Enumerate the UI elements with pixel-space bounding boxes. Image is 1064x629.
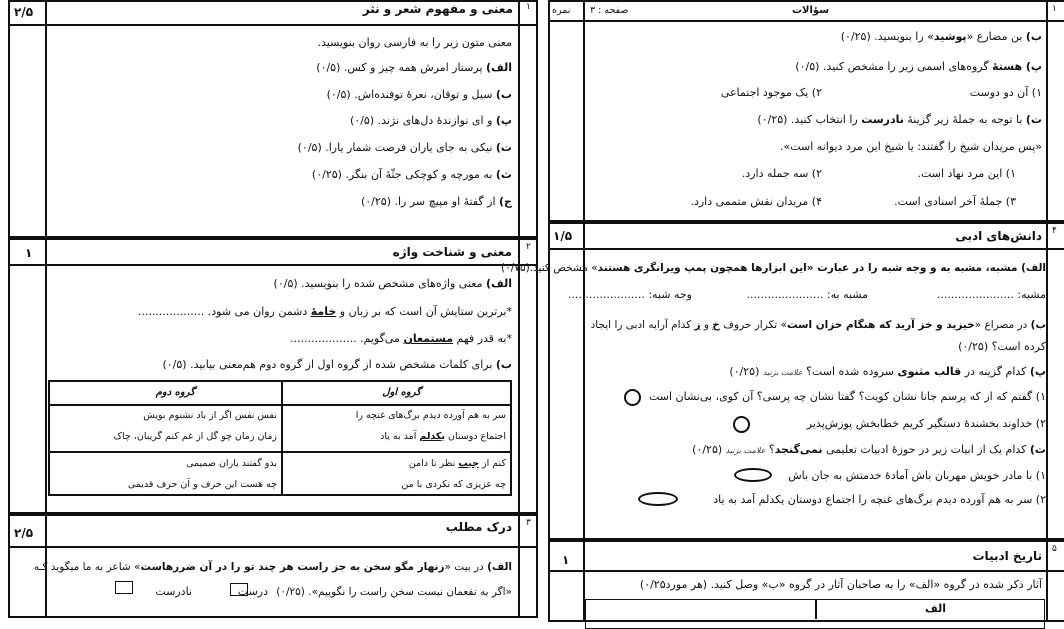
cont-p: پ) هستهٔ گروه‌های اسمی زیر را مشخص کنید. (۰/۵) — [795, 60, 1042, 73]
s4-p-opt1: ۱) گفتم که از که پرسم جانا نشان کویت؟ گفتا نشان چه پرسی؟ آن کوی، بی‌نشان است — [648, 390, 1046, 403]
s3-body-box — [8, 548, 538, 618]
s2-title: معنی و شناخت واژه — [392, 245, 512, 259]
cont-t: ت) با توجه به جملهٔ زیر گزینهٔ نادرست را انتخاب کنید. (۰/۲۵) — [757, 113, 1042, 126]
true-checkbox[interactable] — [230, 583, 248, 596]
s5-title: تاریخ ادبیات — [972, 549, 1042, 563]
s4-title: دانش‌های ادبی — [955, 229, 1042, 243]
s1-item-5: ث) به مورچه و کوچکی جثّهٔ آن بنگر. (۰/۲۵) — [311, 168, 512, 181]
table-r1-second-b: زمان زمان چو گل از غم کنم گریبان، چاک — [113, 431, 277, 442]
s4-a: الف) مشبه، مشبه به و وجه شبه را در عبارت «این ابزارها همچون پمپ ویرانگری هستند» مشخص کنید.(۰/۷۵) — [501, 262, 1046, 274]
table-r2-second-a: بدو گفتند یاران صمیمی — [186, 458, 277, 469]
cont-o1: ۱) این مرد نهاد است. — [917, 167, 1016, 180]
cont-p-opt1: ۱) آن دو دوست — [969, 86, 1042, 99]
s4-b: ب) در مصراع «خیزید و خز آرید که هنگام خزان است» تکرار حروف خ و ز کدام آرایه ادبی را ایجاد — [590, 319, 1046, 331]
s4-p-opt2: ۲) خداوند بخشندهٔ دستگیر کریم خطابخش پوزش‌پذیر — [806, 417, 1046, 430]
s5-text: آثار ذکر شده در گروه «الف» را به صاحبان آثار در گروه «ب» وصل کنید. (هر مورد۰/۲۵) — [639, 578, 1042, 591]
header-page: صفحه : ۳ — [590, 5, 629, 16]
s4-number: ۴ — [1052, 226, 1057, 236]
table-r1-first-b: اجتماع دوستان یکدلم آمد به یاد — [380, 431, 506, 442]
s1-item-4: ت) نیکی به جای یاران فرصت شمار یارا. (۰/۵) — [297, 141, 512, 154]
s1-item-1: الف) پرستار امرش همه چیز و کس. (۰/۵) — [316, 61, 512, 74]
s1-item-3: پ) و ای نوازندهٔ دل‌های نژند. (۰/۵) — [349, 114, 512, 127]
table-head-second: گروه دوم — [155, 387, 195, 398]
table-r2-first-a: کنم از جیب نظر تا دامن — [408, 458, 506, 469]
s2-number: ۲ — [526, 242, 531, 252]
s4-p-opt1-circle[interactable] — [624, 389, 641, 406]
s2-a: الف) معنی واژه‌های مشخص شده را بنویسید. (۰/۵) — [273, 277, 512, 290]
s3-a2: «اگر به نفعمان نیست سخن راست را نگوییم». (۰/۲۵) — [276, 586, 512, 598]
table-r1-first-a: سر به هم آورده دیدم برگ‌های غنچه را — [355, 410, 506, 421]
table-r1-second-a: نفس نفس اگر از باد نشنوم بویش — [143, 410, 277, 421]
s2-line1: *برترین ستایش آن است که بر زبان و خامهٔ دشمن روان می شود. ................... — [137, 305, 512, 318]
s2-line2: *به قدر فهم مستمعان می‌گویم. ................... — [290, 332, 512, 345]
true-label: درست — [237, 585, 268, 598]
s3-a: الف) در بیت «زنهار مگو سخن به جز راست هر چند تو را در آن ضررهاست» شاعر به ما میگوید کـه — [33, 561, 512, 573]
s1-item-2: ب) سیل و توفان، نعرهٔ توفنده‌اش. (۰/۵) — [326, 88, 512, 101]
table-r2-first-b: چه عزیزی که نکردی با من — [401, 479, 506, 490]
header-number: ۱ — [1052, 4, 1057, 14]
s4-p: پ) کدام گزینه در قالب مثنوی سروده شده است؟ علامت بزنید (۰/۲۵) — [729, 365, 1046, 378]
s1-number: ۱ — [526, 2, 531, 12]
s2-b: ب) برای کلمات مشخص شده از گروه اول از گروه دوم هم‌معنی بیابید. (۰/۵) — [162, 358, 512, 371]
cont-p-opt2: ۲) یک موجود اجتماعی — [720, 86, 822, 99]
cont-b1: ب) بن مضارع «پوشید» را بنویسید. (۰/۲۵) — [840, 30, 1042, 43]
s2-score: ۱ — [25, 246, 33, 260]
cont-o2: ۲) سه جمله دارد. — [741, 167, 822, 180]
table-r2-second-b: چه هست این حرف و آن حرف قدیمی — [127, 479, 277, 490]
s1-item-6: ج) از گفتهٔ او مپیچ سر را. (۰/۲۵) — [360, 195, 512, 208]
s4-t-opt2: ۲) سر به هم آورده دیدم برگ‌های غنچه را اجتماع دوستان یکدلم آمد به یاد — [713, 493, 1046, 506]
s4-p-opt2-circle[interactable] — [733, 416, 750, 433]
s4-b-line2: کرده است؟ (۰/۲۵) — [958, 340, 1046, 353]
s5-number: ۵ — [1052, 544, 1057, 554]
s3-number: ۳ — [526, 518, 531, 528]
s4-t-opt1-ellipse[interactable] — [734, 468, 772, 482]
s1-title: معنی و مفهوم شعر و نثر — [362, 2, 513, 16]
cont-o3: ۳) جملهٔ آخر اسنادی است. — [894, 195, 1016, 208]
s4-f3: وجه شبه: ...................... — [567, 288, 692, 301]
s1-score: ۲/۵ — [14, 5, 34, 19]
s4-f1: مشبه: ...................... — [936, 288, 1046, 301]
table-head-first: گروه اول — [382, 387, 421, 398]
s5-table-head: الف — [925, 602, 947, 615]
s1-intro: معنی متون زیر را به فارسی روان بنویسید. — [317, 36, 512, 49]
s4-t: ت) کدام یک از ابیات زیر در حوزهٔ ادبیات تعلیمی نمی‌گنجد؟ علامت بزنید (۰/۲۵) — [692, 443, 1046, 456]
header-nomre: نمره — [552, 5, 571, 16]
s4-t-opt1: ۱) با مادر خویش مهربان باش آمادهٔ خدمتش به جان باش — [788, 469, 1046, 482]
s4-t-opt2-ellipse[interactable] — [638, 492, 678, 506]
cont-quote: «پس مریدان شیخ را گفتند: یا شیخ این مرد دیوانه است». — [780, 140, 1042, 153]
false-checkbox[interactable] — [115, 581, 133, 594]
s3-title: درک مطلب — [445, 520, 512, 534]
cont-o4: ۴) مریدان نقش متممی دارد. — [690, 195, 822, 208]
s3-score: ۲/۵ — [14, 526, 34, 540]
s5-score: ۱ — [562, 553, 570, 567]
header-soalat: سؤالات — [792, 5, 830, 16]
s4-score: ۱/۵ — [553, 229, 573, 243]
false-label: نادرست — [155, 585, 192, 598]
s4-f2: مشبه به: ...................... — [746, 288, 868, 301]
